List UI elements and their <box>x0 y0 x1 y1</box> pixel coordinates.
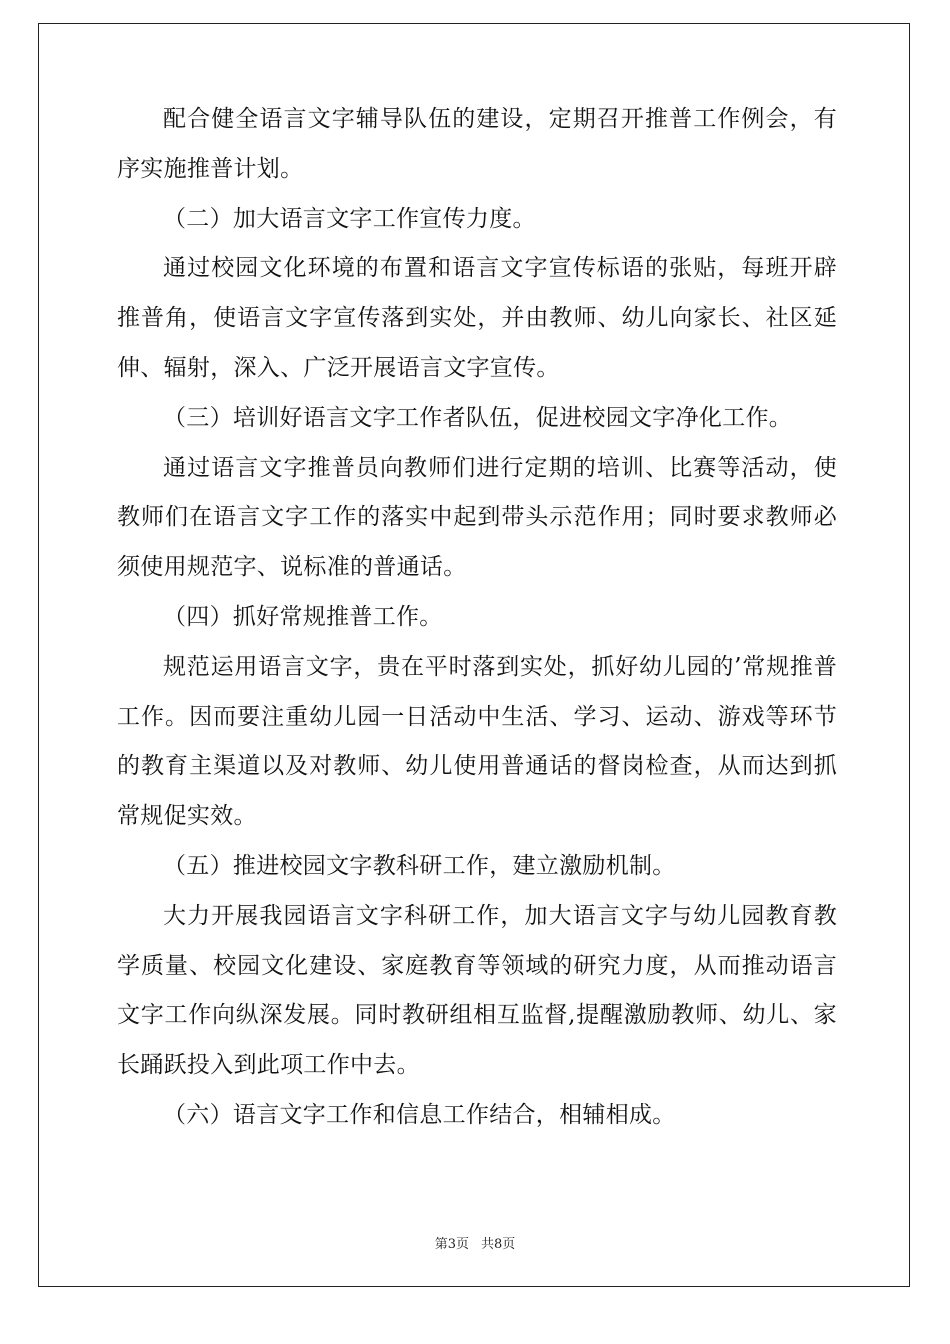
page-footer <box>0 1233 950 1252</box>
page-number-current: 第3页 <box>434 1237 469 1252</box>
page-number-total: 共8页 <box>481 1237 516 1252</box>
paragraph: 配合健全语言文字辅导队伍的建设，定期召开推普工作例会，有序实施推普计划。 <box>117 106 837 182</box>
section-heading: （四）抓好常规推普工作。 <box>163 603 443 630</box>
paragraph: 通过校园文化环境的布置和语言文字宣传标语的张贴，每班开辟推普角，使语言文字宣传落到实处，并由教师、幼儿向家长、社区延伸、辐射，深入、广泛开展语言文字宣传。 <box>117 255 837 381</box>
section-heading: （三）培训好语言文字工作者队伍，促进校园文字净化工作。 <box>163 404 793 431</box>
paragraph: 通过语言文字推普员向教师们进行定期的培训、比赛等活动，使教师们在语言文字工作的落实中起到带头示范作用；同时要求教师必须使用规范字、说标准的普通话。 <box>117 454 837 581</box>
paragraph: 大力开展我园语言文字科研工作，加大语言文字与幼儿园教育教学质量、校园文化建设、家庭教育等领域的研究力度，从而推动语言文字工作向纵深发展。同时教研组相互监督,提醒激励教师、幼儿、家长踊跃投入到此项工作中去。 <box>117 902 837 1079</box>
section-heading: （二）加大语言文字工作宣传力度。 <box>163 205 536 232</box>
section-heading: （六）语言文字工作和信息工作结合，相辅相成。 <box>163 1101 676 1128</box>
paragraph: 规范运用语言文字，贵在平时落到实处，抓好幼儿园的’常规推普工作。因而要注重幼儿园一日活动中生活、学习、运动、游戏等环节的教育主渠道以及对教师、幼儿使用普通话的督岗检查，从而达到抓常规促实效。 <box>117 653 837 830</box>
document-body <box>117 95 837 1141</box>
section-heading: （五）推进校园文字教科研工作，建立激励机制。 <box>163 852 676 879</box>
